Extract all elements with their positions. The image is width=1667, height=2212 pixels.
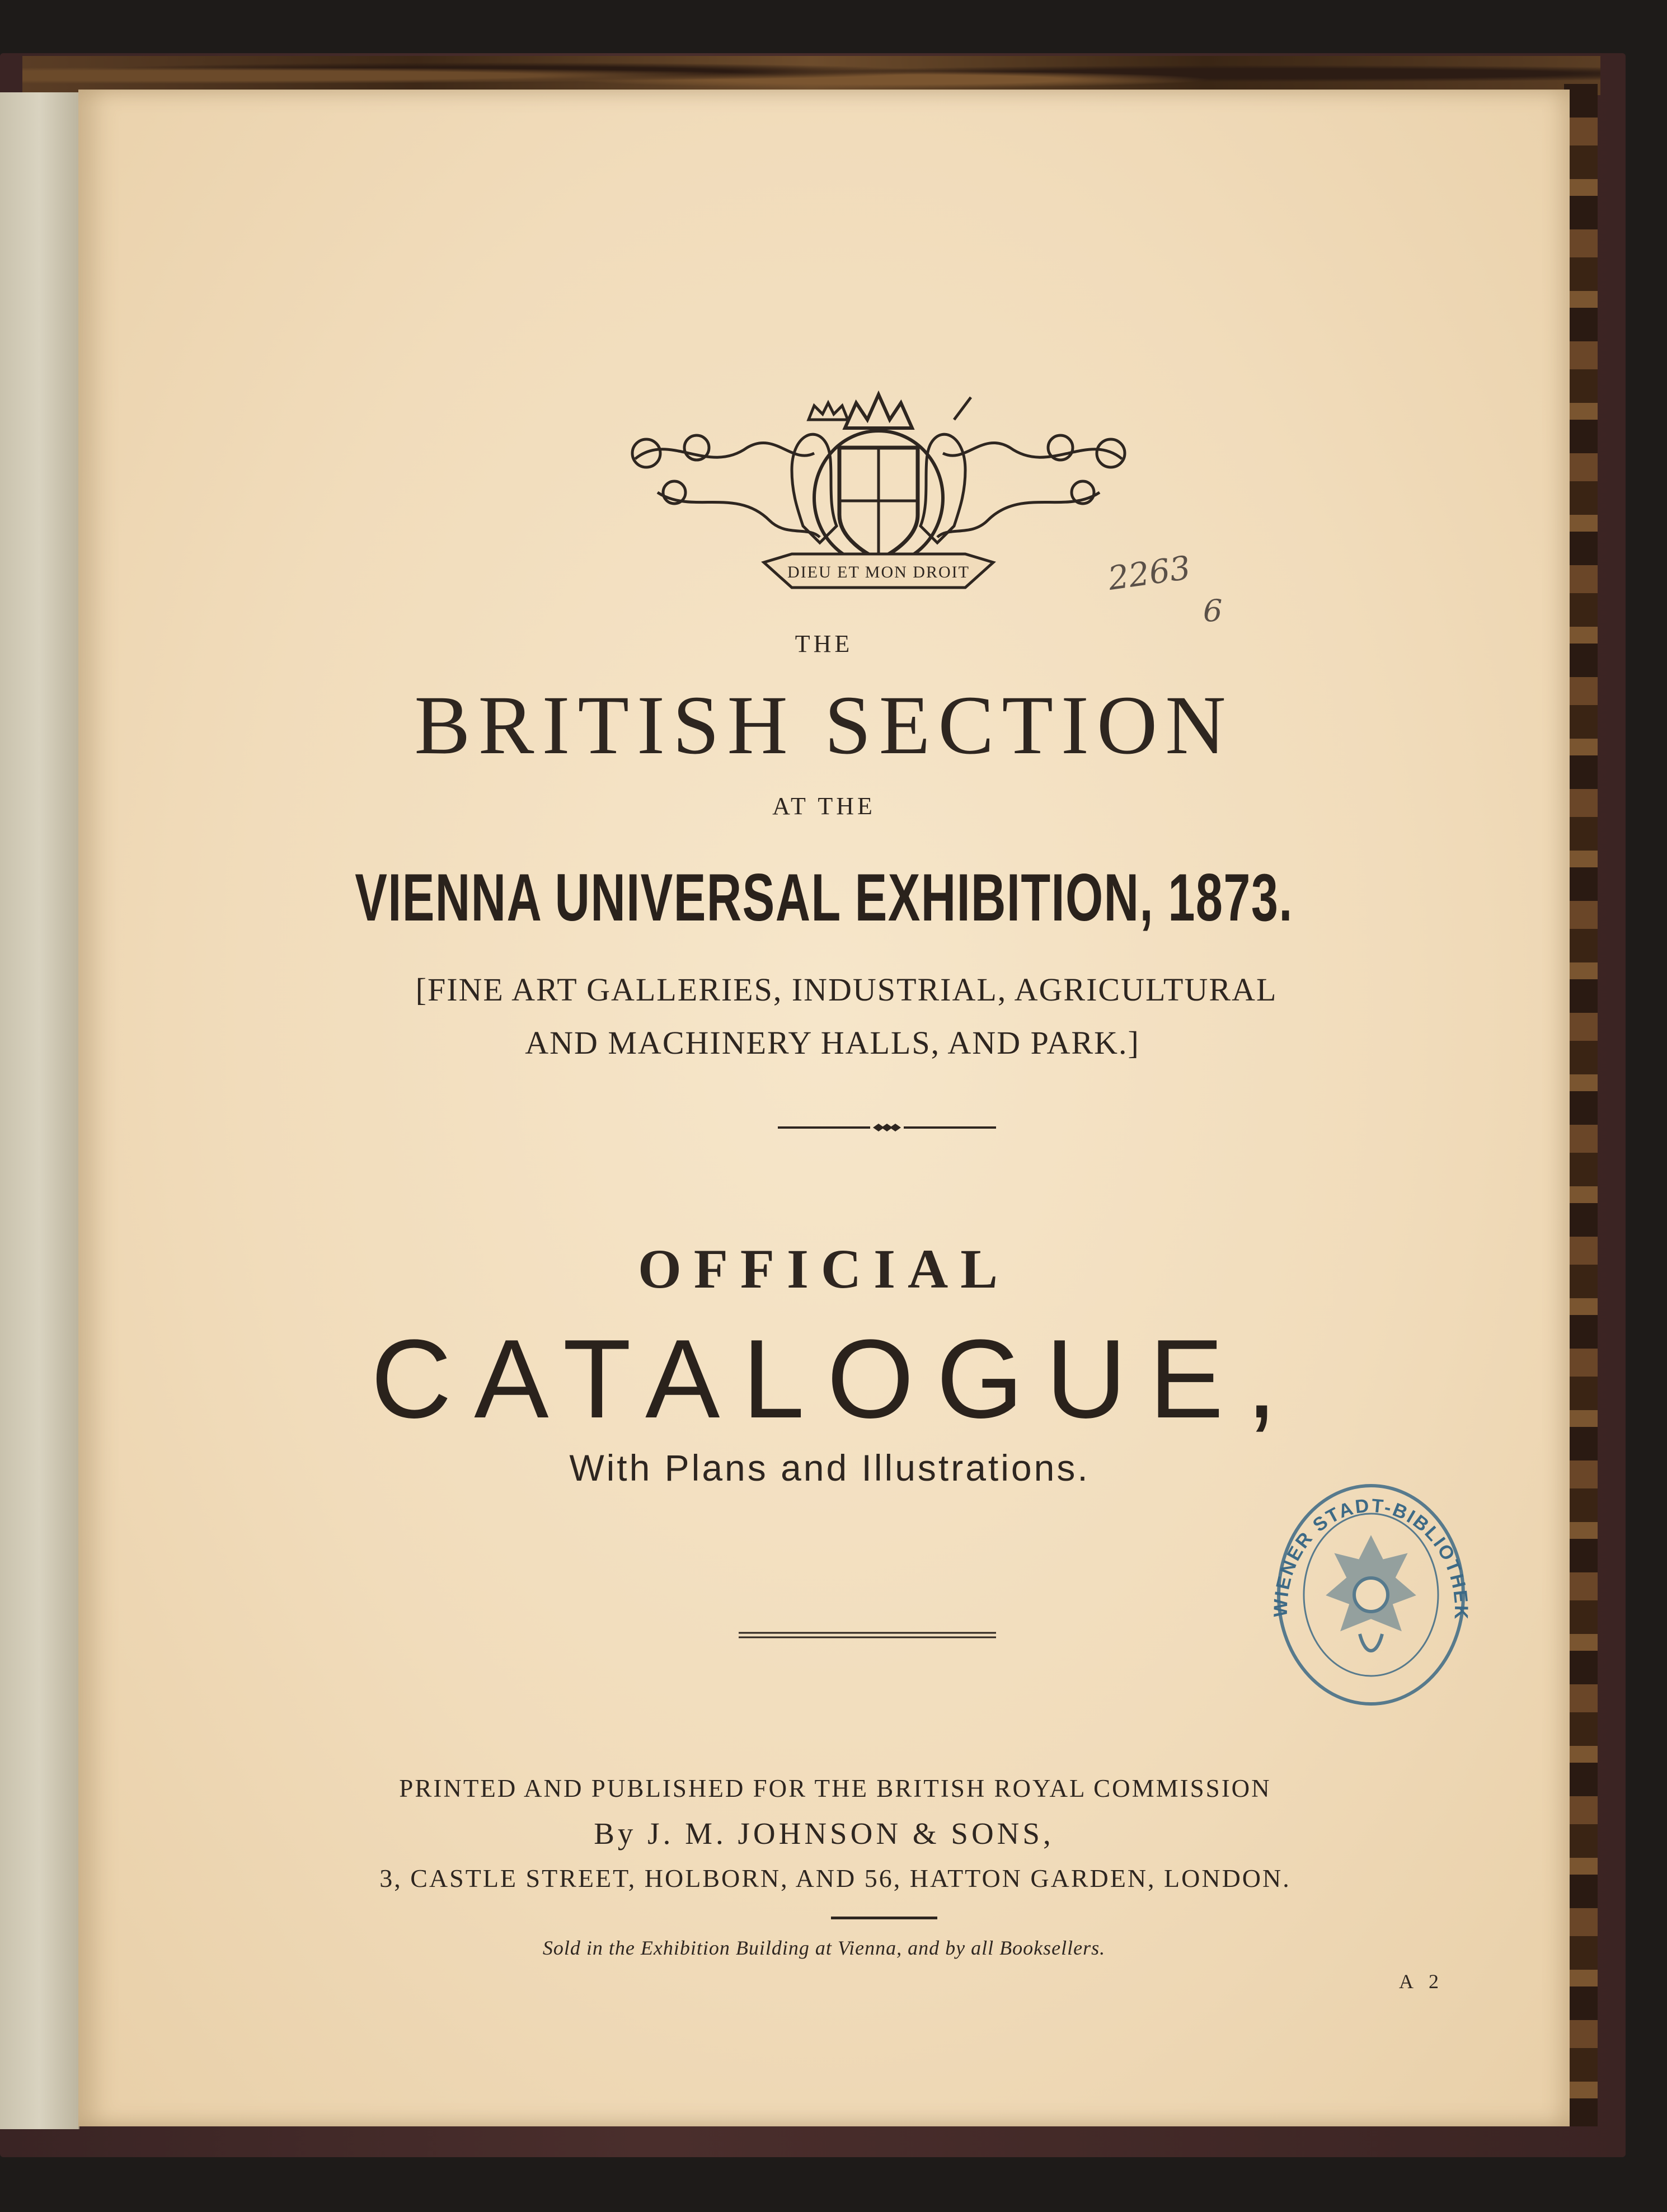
library-stamp (1270, 1477, 1472, 1712)
crest-motto: DIEU ET MON DROIT (787, 563, 970, 581)
exhibition-title: VIENNA UNIVERSAL EXHIBITION, 1873. (355, 860, 1293, 935)
double-rule (739, 1631, 996, 1639)
title-connector: AT THE (772, 792, 876, 820)
catalogue-heading: CATALOGUE, (370, 1317, 1300, 1441)
royal-coat-of-arms-icon (624, 386, 1133, 593)
official-heading: OFFICIAL (638, 1238, 1010, 1300)
title-prefix: THE (795, 630, 853, 658)
handwritten-shelfmark (1105, 532, 1253, 628)
handwritten-sub-number: 6 (1203, 593, 1223, 628)
printer-address: 3, CASTLE STREET, HOLBORN, AND 56, HATTON GARDEN, LONDON. (379, 1864, 1291, 1892)
publisher-line: PRINTED AND PUBLISHED FOR THE BRITISH ROYAL COMMISSION (399, 1774, 1271, 1802)
title-page (78, 90, 1570, 2126)
halls-line-1: [FINE ART GALLERIES, INDUSTRIAL, AGRICULTURAL (415, 971, 1278, 1008)
sales-note: Sold in the Exhibition Building at Vienna, and by all Booksellers. (542, 1937, 1106, 1959)
printer-name: By J. M. JOHNSON & SONS, (594, 1816, 1054, 1851)
ornamental-rule (778, 1122, 996, 1133)
subtitle: With Plans and Illustrations. (569, 1447, 1090, 1488)
halls-line-2: AND MACHINERY HALLS, AND PARK.] (525, 1025, 1140, 1061)
page-title: BRITISH SECTION (414, 679, 1234, 772)
signature-mark: A 2 (1399, 1970, 1445, 1993)
flyleaf (0, 92, 79, 2129)
stamp-text: WIENER STADT-BIBLIOTHEK (1270, 1495, 1472, 1621)
handwritten-number: 2263 (1105, 548, 1193, 598)
short-rule (831, 1917, 937, 1919)
